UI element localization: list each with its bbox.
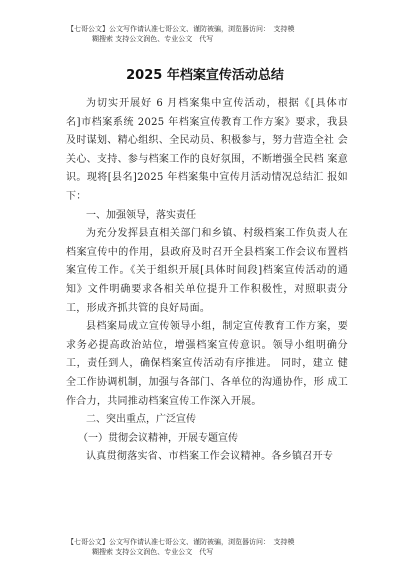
paragraph-3: 认真贯彻落实省、市档案工作会议精神。各乡镇召开专 — [86, 451, 334, 463]
section-heading-2: 二、突出重点，广泛宣传 — [86, 414, 196, 426]
notice-line-2: 糊搜索 支持公文润色、专业公文 代写 — [92, 35, 214, 43]
notice-line-2: 糊搜索 支持公文润色、专业公文 代写 — [92, 548, 214, 556]
watermark-notice-bottom — [67, 537, 367, 557]
document-title: 2025 年档案宣传活动总结 — [126, 68, 284, 83]
notice-line-1: 【七哥公文】公文写作请认准七哥公文、谨防被骗，浏览器访问： 支持模 — [67, 538, 295, 546]
subsection-heading-1: （一）贯彻会议精神，开展专题宣传 — [78, 432, 238, 444]
watermark-notice-top — [67, 24, 367, 44]
paragraph-2: 县档案局成立宣传领导小组，制定宣传教育工作方案，要求务必提高政治站位，增强档案宣传意识。领导小组明确分工，责任到人，确保档案宣传活动有序推进。 同时，建立 健全工作协调机制，加强与各部门、各单位的沟通协作，形 成工作合力，共同推动档案宣传工作深入开展。 — [66, 321, 348, 407]
document-body — [66, 95, 348, 467]
paragraph-intro: 为切实开展好 6 月档案集中宣传活动，根据《[具体市 名]市档案系统 2025 年档案宣传教育工作方案》要求，我县 及时谋划、精心组织、全民动员、积极参与，努力营造全社 会关心、支持、参与档案工作的良好氛围，不断增强全民档 案意识。现将[县名]2025 年档案集中宣传月活动情况总结汇 报如下： — [66, 98, 348, 202]
notice-line-1: 【七哥公文】公文写作请认准七哥公文、谨防被骗，浏览器访问： 支持模 — [67, 25, 295, 33]
paragraph-1: 为充分发挥县直相关部门和乡镇、村级档案工作负责人在档案宣传中的作用，县政府及时召开全县档案工作会议布置档案宣传工作。《关于组织开展[具体时间段]档案宣传活动的通知》文件明确要求各相关单位提升工作积极性，对照职责分工，形成齐抓共管的良好局面。 — [66, 228, 348, 314]
section-heading-1: 一、加强领导，落实责任 — [86, 209, 196, 221]
